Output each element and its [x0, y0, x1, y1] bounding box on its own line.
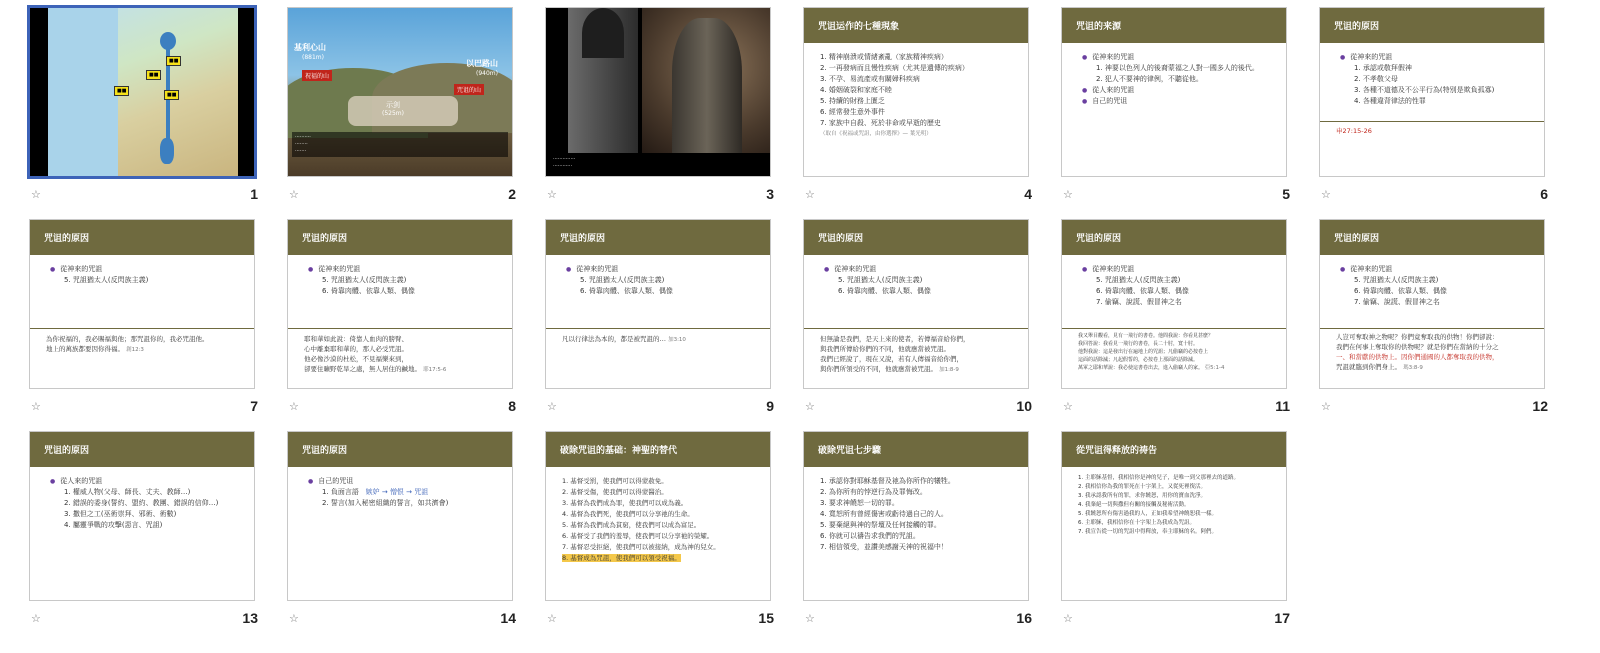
list-item: 2. 為你所有的悖逆行為及罪悔改。	[820, 488, 927, 496]
slide-transition-icon[interactable]: ☆	[289, 612, 299, 625]
slide-transition-icon[interactable]: ☆	[1063, 400, 1073, 413]
list-item: 5. 要棄絕與神的祭壇及任何接觸的罪。	[820, 521, 941, 529]
slide-body	[1078, 52, 1278, 107]
slide-title-bar	[30, 432, 254, 467]
slide-number: 4	[1024, 186, 1032, 202]
list-item: 1. 精神崩溃或情緒紊亂（家族精神疾病）	[820, 53, 948, 61]
list-item: 7. 相信領受，並讚美感謝天神的祝福中！	[820, 543, 948, 551]
slide-thumbnail-1[interactable]	[0, 0, 258, 210]
slide-thumbnail-13[interactable]	[0, 424, 258, 634]
map-label: ■■	[146, 70, 161, 80]
slide-transition-icon[interactable]: ☆	[31, 400, 41, 413]
slide-title-bar	[1320, 8, 1544, 43]
slide-body	[1078, 264, 1278, 308]
slide-11	[1061, 219, 1287, 389]
slide-title: 咒诅的原因	[44, 446, 90, 456]
slide-title: 咒诅的原因	[302, 446, 348, 456]
slide-number: 11	[1275, 398, 1290, 414]
slide-number: 1	[250, 186, 258, 202]
slide-transition-icon[interactable]: ☆	[31, 188, 41, 201]
slide-number: 17	[1274, 610, 1290, 626]
bullet-item: ● 自己的咒诅	[304, 476, 504, 487]
list-item: 6. 基督受了我們的羞辱，使我們可以分享祂的榮耀。	[562, 532, 714, 540]
map-label: ■■	[164, 90, 179, 100]
slide-title: 咒诅的原因	[1334, 22, 1380, 32]
slide-number: 6	[1540, 186, 1548, 202]
slide-title-bar	[804, 8, 1028, 43]
slide-body	[820, 476, 1020, 553]
sub-item: 5. 咒詛猶太人(反閃族主義)	[1354, 276, 1439, 284]
list-item: 4. 我棄絕一切與撒但有關的接觸及秘術活動。	[1078, 502, 1190, 508]
sub-item: 1. 權威人物(父母、師長、丈夫、教師…)	[64, 488, 191, 496]
slide-title-bar	[1062, 8, 1286, 43]
slide-thumbnail-5[interactable]	[1032, 0, 1290, 210]
slide-thumbnail-16[interactable]	[774, 424, 1032, 634]
slide-thumbnail-11[interactable]	[1032, 212, 1290, 422]
slide-title: 咒诅的原因	[1076, 234, 1122, 244]
mountain-tag-left: 祝福的山	[302, 70, 332, 81]
sub-item: 7. 偷竊、說謊、假冒神之名	[1354, 298, 1440, 306]
slide-13	[29, 431, 255, 601]
list-item: 4. 婚姻破裂和家庭不睦	[820, 86, 892, 94]
list-item: 5. 我饒恕所有傷害過我的人，正如我希望神饒恕我一樣。	[1078, 511, 1217, 517]
slide-9	[545, 219, 771, 389]
slide-thumbnail-4[interactable]	[774, 0, 1032, 210]
slide-transition-icon[interactable]: ☆	[289, 400, 299, 413]
slide-title: 咒诅的来源	[1076, 22, 1122, 32]
sub-item: 5. 咒詛猶太人(反閃族主義)	[64, 276, 149, 284]
slide-body	[820, 264, 1020, 297]
sub-item: 6. 倚靠肉體、依靠人類、偶像	[322, 287, 415, 295]
list-item: 3. 我承認我所有的罪，求你饒恕，用你的寶血洗淨。	[1078, 493, 1206, 499]
list-item: 1. 基督受罰，使我們可以得蒙赦免。	[562, 477, 668, 485]
slide-body	[304, 264, 504, 297]
slide-title-bar	[546, 432, 770, 467]
slide-number: 14	[500, 610, 516, 626]
sub-item: 1. 負面言語 嫉妒 → 憎恨 → 咒詛	[322, 488, 429, 496]
list-item: 1. 承認你對耶穌基督及祂為你所作的犧牲。	[820, 477, 955, 485]
scripture-quote: 但無論是我們，是天上來的使者，若傳福音給你們， 與我們所傳給你們的不同，他就應當被咒詛。 我們已經說了，現在又說，若有人傳福音給你們， 與你們所領受的不同，他就應當被咒詛。 加1:8-9	[820, 335, 970, 373]
slide-number: 12	[1532, 398, 1548, 414]
bullet-item: ● 從神來的咒詛	[1078, 52, 1278, 63]
slide-body	[820, 52, 1020, 140]
scripture-quote: 為你祝福的，我必賜福與他；那咒詛你的，我必咒詛他。 地上的萬族都要因你得福。 創12:3	[46, 335, 209, 353]
slide-transition-icon[interactable]: ☆	[805, 400, 815, 413]
list-item: 7. 基督忍受拒絕，使我們可以被接納，成為神的兒女。	[562, 543, 720, 551]
highlighted-item: 8. 基督成為咒詛，使我們可以領受祝福。	[562, 554, 681, 562]
bullet-item: ● 從神來的咒詛	[304, 264, 504, 275]
sub-item: 3. 各種不道德及不公平行為(特別是欺負孤寡)	[1354, 86, 1495, 94]
slide-thumbnail-8[interactable]	[258, 212, 516, 422]
slide-transition-icon[interactable]: ☆	[805, 612, 815, 625]
list-item: 6. 主耶穌，我相信你在十字架上為我成為咒詛。	[1078, 520, 1195, 526]
slide-14	[287, 431, 513, 601]
slide-transition-icon[interactable]: ☆	[547, 612, 557, 625]
slide-2	[287, 7, 513, 177]
mountain-label-right: 以巴路山	[466, 59, 498, 68]
list-item: 5. 基督為我們成為貧窮，使我們可以成為富足。	[562, 521, 701, 529]
slide-title: 咒诅的原因	[44, 234, 90, 244]
list-item: 4. 基督為我們死，使我們可以分享祂的生命。	[562, 510, 694, 518]
slide-thumbnail-14[interactable]	[258, 424, 516, 634]
slide-number: 9	[766, 398, 774, 414]
slide-thumbnail-17[interactable]	[1032, 424, 1290, 634]
sub-item: 2. 錯誤的委身(誓約、盟約、教團、錯誤的信仰…)	[64, 499, 219, 507]
slide-body	[1336, 52, 1536, 107]
bullet-item: ● 自己的咒诅	[1078, 96, 1278, 107]
source-note: （取自《祝福或咒詛，由你選擇》— 葉光明）	[820, 131, 932, 137]
list-item: 3. 要求神饒恕一切的罪。	[820, 499, 899, 507]
slide-1	[27, 5, 257, 179]
stele-photo	[546, 8, 770, 176]
list-item: 2. 基督受傷，使我們可以得蒙醫治。	[562, 488, 668, 496]
slide-8	[287, 219, 513, 389]
sub-item: 1. 神要以色列人的後裔蒙福之人對一國多人的後代。	[1096, 64, 1259, 72]
bullet-item: ● 從神來的咒詛	[562, 264, 762, 275]
slide-title-bar	[804, 432, 1028, 467]
sub-item: 5. 咒詛猶太人(反閃族主義)	[322, 276, 407, 284]
slide-thumbnail-9[interactable]	[516, 212, 774, 422]
slide-16	[803, 431, 1029, 601]
list-item: 6. 經常發生意外事件	[820, 108, 885, 116]
slide-thumbnail-7[interactable]	[0, 212, 258, 422]
list-item: 2. 一再發病而且慢性疾病（尤其是遺傳的疾病）	[820, 64, 969, 72]
map-label: ■■	[166, 56, 181, 66]
sub-item: 6. 倚靠肉體、依靠人類、偶像	[580, 287, 673, 295]
slide-thumbnail-15[interactable]	[516, 424, 774, 634]
sub-item: 7. 偷竊、說謊、假冒神之名	[1096, 298, 1182, 306]
sub-item: 6. 倚靠肉體、依靠人類、偶像	[1354, 287, 1447, 295]
slide-number: 8	[508, 398, 516, 414]
list-item: 2. 我相信你為我的罪死在十字架上，又從死裡復活。	[1078, 484, 1206, 490]
slide-title: 咒诅的原因	[818, 234, 864, 244]
mountain-altitude-left: (881m)	[302, 54, 324, 61]
slide-number: 10	[1016, 398, 1032, 414]
bullet-item: ● 從人來的咒詛	[1078, 85, 1278, 96]
slide-12	[1319, 219, 1545, 389]
sub-item: 5. 咒詛猶太人(反閃族主義)	[838, 276, 923, 284]
map-label: ■■	[114, 86, 129, 96]
slide-7	[29, 219, 255, 389]
scripture-quote: 凡以行律法為本的，都是被咒詛的… 加3:10	[562, 335, 686, 343]
slide-title: 從咒诅得释放的祷告	[1076, 446, 1158, 456]
photo-caption: ·············· ············	[553, 156, 576, 169]
slide-3	[545, 7, 771, 177]
sub-item: 5. 咒詛猶太人(反閃族主義)	[1096, 276, 1181, 284]
list-item: 4. 寬恕所有曾經傷害或虧待過自己的人。	[820, 510, 948, 518]
slide-title: 咒诅运作的七種現象	[818, 22, 900, 32]
slide-transition-icon[interactable]: ☆	[1321, 188, 1331, 201]
slide-title-bar	[1320, 220, 1544, 255]
slide-body	[46, 476, 246, 531]
scripture-quote: 我又舉目觀看，見有一飛行的書卷。他問我說：你看見甚麼？ 我回答說：我看見一飛行的書卷，長二十肘，寬十肘。 他對我說：這是發出行在遍地上的咒詛；凡偷竊的必按卷上 這面的話除滅；凡起假誓的，必按卷上那面的話除滅。 萬軍之耶和華說：我必使這書卷出去，進入偷竊人的家。 亞5:1-4	[1078, 333, 1225, 371]
slide-title-bar	[1062, 432, 1286, 467]
slide-15	[545, 431, 771, 601]
sub-item: 6. 倚靠肉體、依靠人類、偶像	[1096, 287, 1189, 295]
slide-body	[562, 264, 762, 297]
slide-thumbnail-6[interactable]	[1290, 0, 1548, 210]
slide-number: 5	[1282, 186, 1290, 202]
slide-6	[1319, 7, 1545, 177]
slide-number: 15	[758, 610, 774, 626]
slide-number: 7	[250, 398, 258, 414]
mountain-label-left: 基利心山	[294, 43, 326, 52]
slide-transition-icon[interactable]: ☆	[1063, 612, 1073, 625]
slide-transition-icon[interactable]: ☆	[31, 612, 41, 625]
sub-item: 5. 咒詛猶太人(反閃族主義)	[580, 276, 665, 284]
slide-number: 2	[508, 186, 516, 202]
bullet-item: ● 從人來的咒詛	[46, 476, 246, 487]
slide-title: 咒诅的原因	[1334, 234, 1380, 244]
sub-item: 2. 犯人不要神的律例，不聽從他。	[1096, 75, 1203, 83]
slide-number: 16	[1016, 610, 1032, 626]
photo-caption: ·········· ········ ·······	[292, 132, 508, 157]
slide-title-bar	[1062, 220, 1286, 255]
list-item: 3. 基督為我們成為罪，使我們可以成為義。	[562, 499, 688, 507]
list-item: 6. 你就可以禱告求我們的咒詛。	[820, 532, 920, 540]
list-item: 5. 持續的財務上匱乏	[820, 97, 885, 105]
slide-title-bar	[30, 220, 254, 255]
slide-1-background	[30, 8, 254, 176]
slide-4	[803, 7, 1029, 177]
mountain-altitude-right: (940m)	[476, 70, 498, 77]
bullet-item: ● 從神來的咒詛	[46, 264, 246, 275]
sub-item: 6. 倚靠肉體、依靠人類、偶像	[838, 287, 931, 295]
slide-title: 咒诅的原因	[560, 234, 606, 244]
slide-transition-icon[interactable]: ☆	[1321, 400, 1331, 413]
slide-body	[562, 476, 762, 564]
slide-thumbnail-2[interactable]	[258, 0, 516, 210]
bullet-item: ● 從神來的咒詛	[1336, 52, 1536, 63]
mountain-tag-right: 咒诅的山	[454, 84, 484, 95]
slide-title-bar	[288, 432, 512, 467]
slide-body	[46, 264, 246, 286]
sub-item: 2. 誓言(加入秘密組織的誓言，如共濟會)	[322, 499, 449, 507]
slide-thumbnail-12[interactable]	[1290, 212, 1548, 422]
bullet-item: ● 從神來的咒詛	[1078, 264, 1278, 275]
slide-transition-icon[interactable]: ☆	[1063, 188, 1073, 201]
list-item: 3. 不孕、易流產或有關婦科疾病	[820, 75, 920, 83]
slide-title-bar	[546, 220, 770, 255]
slide-transition-icon[interactable]: ☆	[805, 188, 815, 201]
slide-number: 3	[766, 186, 774, 202]
sub-item: 1. 承認或敬拜假神	[1354, 64, 1412, 72]
list-item: 1. 主耶穌基督，我相信你是神的兒子，是唯一到父那裡去的道路。	[1078, 475, 1239, 481]
sub-item: 2. 不孝敬父母	[1354, 75, 1398, 83]
slide-transition-icon[interactable]: ☆	[289, 188, 299, 201]
israel-map-image	[48, 8, 238, 178]
slide-title-bar	[288, 220, 512, 255]
sub-item: 3. 撒但之工(巫術崇拜、邪術、術數)	[64, 510, 177, 518]
bullet-item: ● 從神來的咒詛	[1336, 264, 1536, 275]
list-item: 7. 家族中自殺、死於非命或早逝的歷史	[820, 119, 941, 127]
sub-item: 4. 各種違背律法的性罪	[1354, 97, 1426, 105]
slide-body	[304, 476, 504, 509]
slide-title: 破除咒诅七步驟	[818, 446, 882, 456]
sub-item: 4. 屬靈爭戰的攻擊(惡言、咒詛)	[64, 521, 163, 529]
town-label: 示剑	[386, 101, 400, 109]
slide-transition-icon[interactable]: ☆	[547, 188, 557, 201]
slide-17	[1061, 431, 1287, 601]
scripture-quote: 耶和華如此說：倚靠人血肉的膀臂、 心中離棄耶和華的，那人必受咒詛。 他必像沙漠的杜松，不見福樂來到， 卻要住曠野乾旱之處，無人居住的鹹地。 耶17:5-6	[304, 335, 447, 373]
list-item: 7. 我宣告從一切的咒詛中得釋放，奉主耶穌的名。阿們。	[1078, 529, 1217, 535]
slide-10	[803, 219, 1029, 389]
slide-5	[1061, 7, 1287, 177]
slide-thumbnail-10[interactable]	[774, 212, 1032, 422]
mountain-photo	[288, 8, 512, 176]
scripture-ref: 申27:15-26	[1336, 127, 1372, 135]
slide-title-bar	[804, 220, 1028, 255]
scripture-quote: 人豈可奪取神之物呢？你們竟奪取我的供物！你們卻說： 我們在何事上奪取你的供物呢？就是你們在當納的十分之 一、和當獻的供物上。因你們通國的人都奪取我的供物， 咒詛就臨到你們身上。 瑪3:8-9	[1336, 333, 1499, 371]
town-altitude: (525m)	[382, 110, 404, 117]
slide-title: 咒诅的原因	[302, 234, 348, 244]
slide-body	[1336, 264, 1536, 308]
slide-body	[1078, 474, 1278, 537]
slide-title: 破除咒诅的基础：神聖的替代	[560, 446, 678, 456]
bullet-item: ● 從神來的咒詛	[820, 264, 1020, 275]
slide-number: 13	[242, 610, 258, 626]
slide-thumbnail-3[interactable]	[516, 0, 774, 210]
slide-transition-icon[interactable]: ☆	[547, 400, 557, 413]
